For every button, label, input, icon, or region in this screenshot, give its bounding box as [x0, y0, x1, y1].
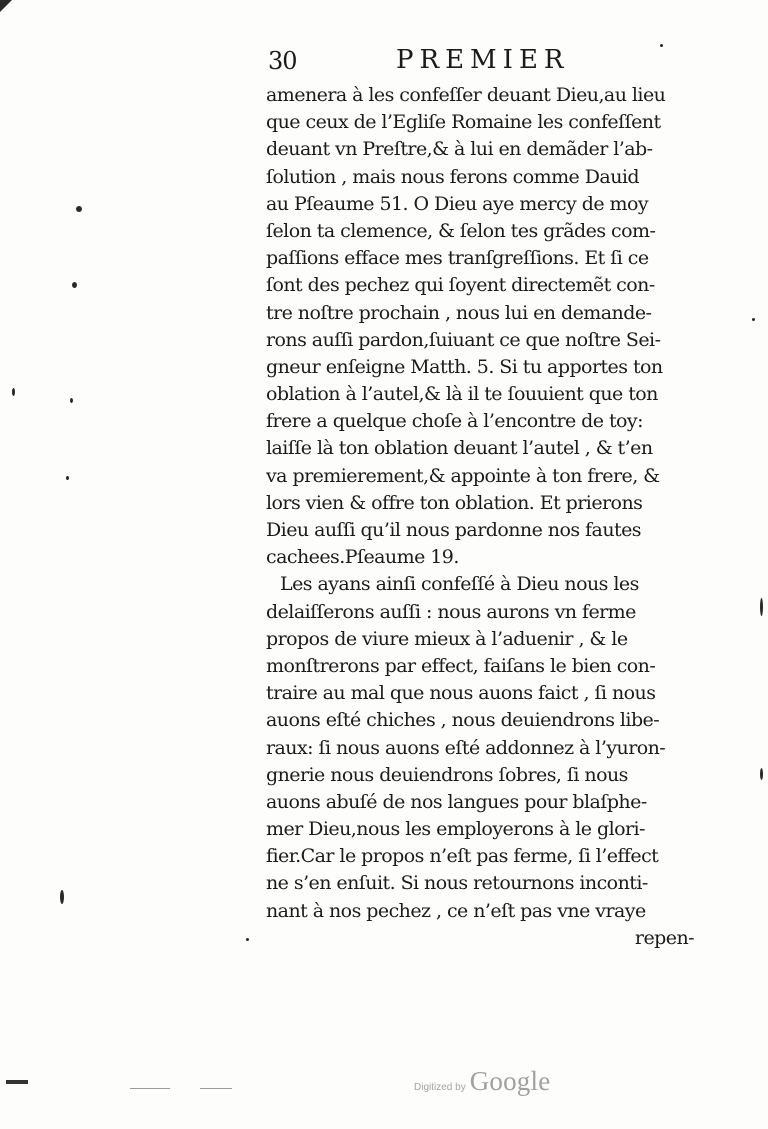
scan-speck — [760, 598, 763, 616]
text-line: monſtrerons par effect, faiſans le bien con- — [266, 654, 656, 677]
google-logo: Google — [469, 1066, 551, 1096]
text-line: tre noſtre prochain , nous lui en demande- — [266, 301, 652, 324]
text-line: ſelon ta clemence, & ſelon tes grãdes com- — [266, 219, 656, 242]
text-line: gneur enſeigne Matth. 5. Si tu apportes ton — [266, 355, 663, 378]
scan-speck — [70, 398, 73, 403]
scan-speck — [76, 206, 82, 212]
text-line: oblation à l’autel,& là il te ſouuient que ton — [266, 383, 658, 406]
text-line: auons abuſé de nos langues pour blaſphe- — [266, 790, 647, 813]
page-header — [268, 46, 698, 86]
scan-speck — [246, 938, 249, 941]
text-line: deuant vn Preſtre,& à lui en demãder l’ab- — [266, 138, 653, 161]
text-line: amenera à les confeſſer deuant Dieu,au lieu — [266, 84, 666, 106]
scan-speck — [60, 890, 64, 904]
text-line: gnerie nous deuiendrons ſobres, ſi nous — [266, 763, 628, 786]
text-line: auons eſté chiches , nous deuiendrons libe- — [266, 709, 660, 732]
text-line: delaiſſerons auſſi : nous aurons vn ferme — [266, 600, 636, 623]
text-line: Dieu auſſi qu’il nous pardonne nos fautes — [266, 519, 641, 541]
text-line: mer Dieu,nous les employerons à le glori- — [266, 818, 645, 841]
page-number: 30 — [268, 47, 297, 75]
text-line: raux: ſi nous auons eſté addonnez à l’yuron- — [266, 736, 666, 759]
scan-speck — [760, 768, 763, 780]
scan-speck — [12, 388, 15, 396]
text-line: ne s’en enſuit. Si nous retournons inconti- — [266, 872, 648, 895]
text-line: va premierement,& appointe à ton frere, & — [266, 464, 660, 487]
text-line: fier.Car le propos n’eſt pas ferme, ſi l’effect — [266, 845, 659, 868]
text-line: que ceux de l’Egliſe Romaine les confeſſent — [266, 111, 661, 134]
text-line: nant à nos pechez , ce n’eſt pas vne vraye — [266, 899, 646, 922]
text-line: au Pſeaume 51. O Dieu aye mercy de moy — [266, 192, 649, 215]
text-line: laiſſe là ton oblation deuant l’autel , & t’en — [266, 437, 653, 460]
scan-smudge — [6, 1080, 28, 1084]
text-line: traire au mal que nous auons faict , ſi nous — [266, 682, 656, 705]
scan-speck — [66, 476, 69, 480]
text-line: propos de viure mieux à l’aduenir , & le — [266, 627, 628, 650]
text-line: ſolution , mais nous ferons comme Dauid — [266, 165, 640, 188]
text-line: lors vien & offre ton oblation. Et prierons — [266, 491, 643, 514]
scan-rule-mark — [130, 1088, 170, 1089]
catchword: repen- — [634, 926, 694, 949]
body-text — [266, 82, 696, 952]
text-line: cachees.Pſeaume 19. — [266, 546, 459, 569]
scan-corner-mark — [0, 0, 12, 12]
text-line: Les ayans ainſi confeſſé à Dieu nous les — [280, 573, 639, 596]
text-line: frere a quelque choſe à l’encontre de toy: — [266, 410, 643, 433]
text-line: ſont des pechez qui ſoyent directemẽt con- — [266, 274, 655, 297]
text-line: rons auſſi pardon,ſuiuant ce que noſtre Sei- — [266, 328, 661, 351]
running-head: PREMIER — [396, 45, 570, 75]
scan-rule-mark — [200, 1088, 232, 1089]
text-line: paſſions efface mes tranſgreſſions. Et ſi ce — [266, 247, 649, 270]
scan-speck — [660, 44, 663, 47]
scan-speck — [72, 282, 77, 288]
scan-speck — [752, 318, 755, 321]
digitized-by-label: Digitized by — [414, 1082, 466, 1093]
digitization-credit — [414, 1066, 550, 1106]
